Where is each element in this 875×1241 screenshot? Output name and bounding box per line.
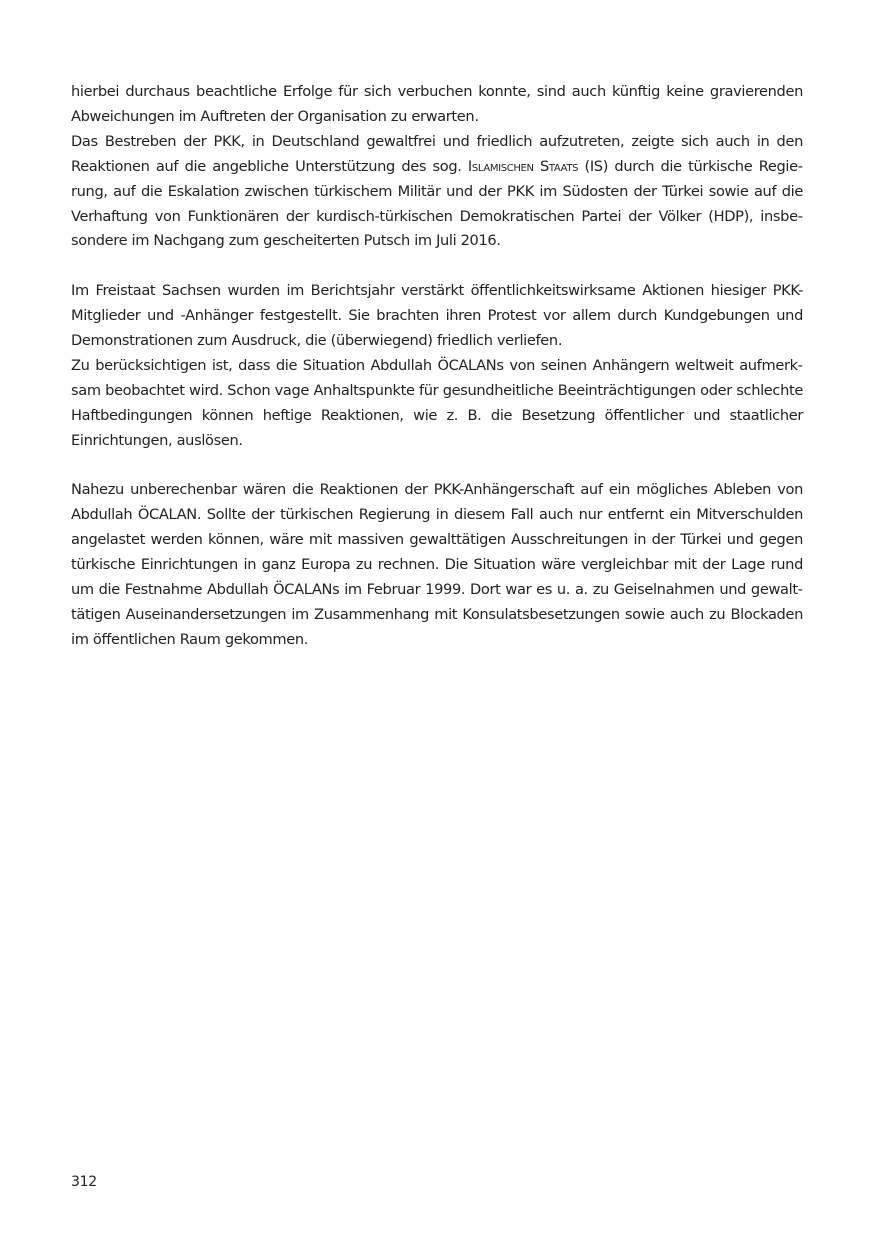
paragraph-text-start: Das Bestreben der PKK, in Deutschland gewaltfrei und friedlich aufzutreten, zeigte sich auch in den Reaktionen auf die angebliche Unterstützung des sog. <box>71 132 803 175</box>
paragraph-ocalan-death-scenario: Nahezu unberechenbar wären die Reaktionen der PKK-Anhängerschaft auf ein mögliches Ableben von Abdullah ÖCALAN. Sollte der türkischen Regierung in diesem Fall auch nur entfernt ein Mitverschulden angelastet werden können, wäre mit massiven gewalttätigen Ausschreitungen in der Türkei und gegen türkische Einrichtungen in ganz Europa zu rechnen. Die Situation wäre vergleichbar mit der Lage rund um die Festnahme Abdullah ÖCALANs im Februar 1999. Dort war es u. a. zu Geiselnahmen und gewalttätigen Auseinandersetzungen im Zusammenhang mit Konsulatsbesetzungen sowie auch zu Blockaden im öffentlichen Raum gekommen. <box>71 481 803 648</box>
paragraph-gap <box>71 454 803 479</box>
page-body <box>71 80 803 653</box>
page-number: 312 <box>71 1174 97 1190</box>
paragraph-organisation-outlook: hierbei durchaus beachtliche Erfolge für sich verbuchen konnte, sind auch künftig keine gravierenden Abweichungen im Auftreten der Organisation zu erwarten. <box>71 83 803 125</box>
islamic-state-term: Islamischen Staats <box>467 157 579 175</box>
paragraph-text-end: (IS) durch die türkische Regierung, auf die Eskalation zwischen türkischem Militär und der PKK im Südosten der Türkei sowie auf die Verhaftung von Funktionären der kurdisch-türkischen Demokratischen Partei der Völker (HDP), insbesondere im Nachgang zum gescheiterten Putsch im Juli 2016. <box>71 157 804 250</box>
paragraph-saxony-actions: Im Freistaat Sachsen wurden im Berichtsjahr verstärkt öffentlichkeitswirksame Aktionen hiesiger PKK-Mitglieder und -Anhänger festgestellt. Sie brachten ihren Protest vor allem durch Kundgebungen und Demonstrationen zum Ausdruck, die (überwiegend) friedlich verliefen. <box>71 282 803 350</box>
paragraph-gap <box>71 254 803 279</box>
paragraph-ocalan-situation: Zu berücksichtigen ist, dass die Situation Abdullah ÖCALANs von seinen Anhängern weltweit aufmerksam beobachtet wird. Schon vage Anhaltspunkte für gesundheitliche Beeinträchtigungen oder schlechte Haftbedingungen können heftige Reaktionen, wie z. B. die Besetzung öffentlicher und staatlicher Einrichtungen, auslösen. <box>71 356 803 449</box>
paragraph-pkk-peaceful-conduct <box>71 130 803 255</box>
